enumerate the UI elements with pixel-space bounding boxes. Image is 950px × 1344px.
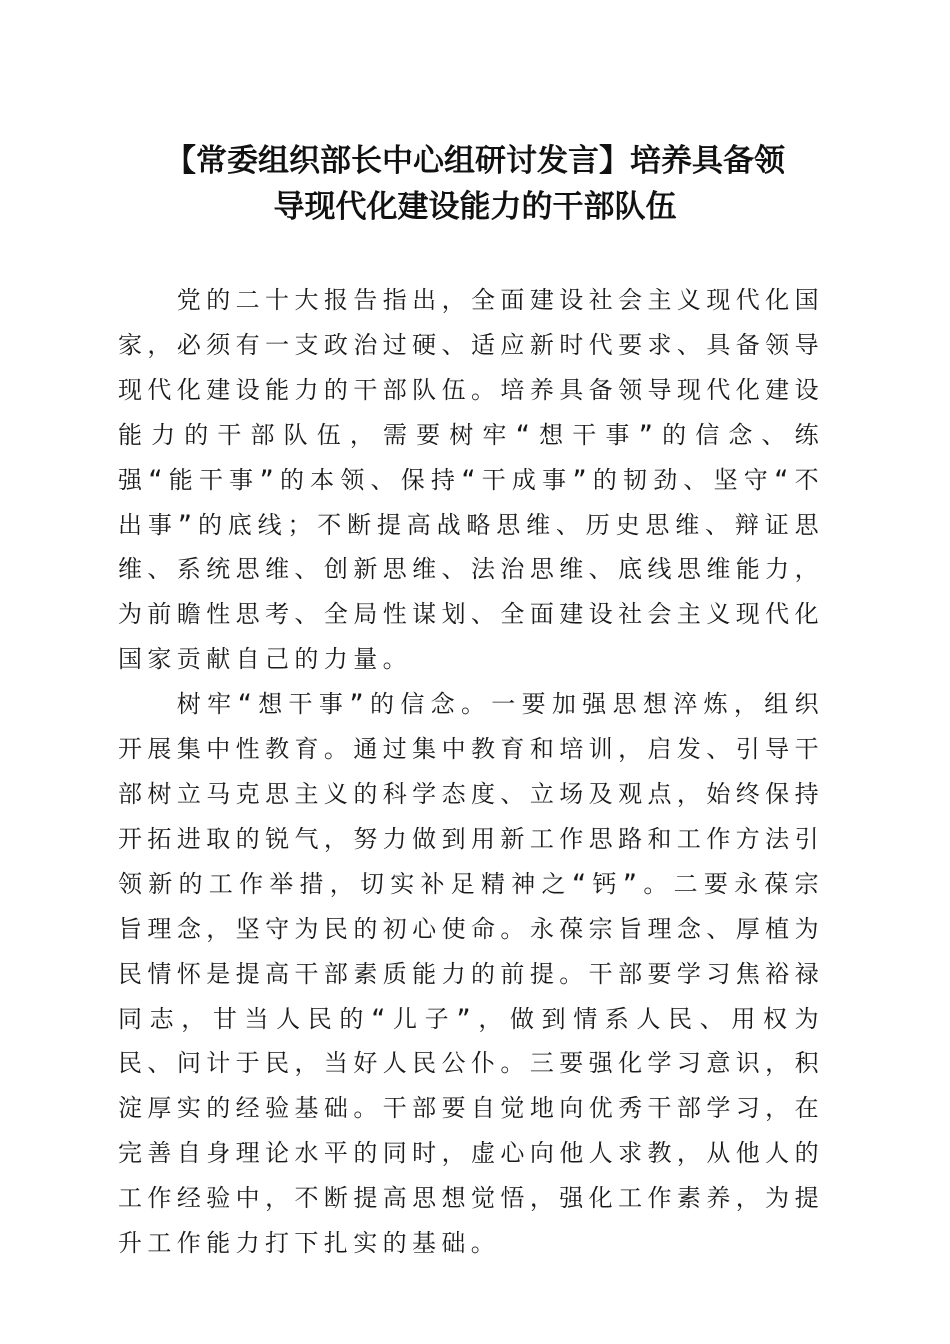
paragraph-section-1: 树牢“想干事”的信念。一要加强思想淬炼，组织开展集中性教育。通过集中教育和培训，启发、引导干部树立马克思主义的科学态度、立场及观点，始终保持开拓进取的锐气，努力做到用新工作思路和工作方法引领新的工作举措，切实补足精神之“钙”。二要永葆宗旨理念，坚守为民的初心使命。永葆宗旨理念、厚植为民情怀是提高干部素质能力的前提。干部要学习焦裕禄同志，甘当人民的“儿子”，做到情系人民、用权为民、问计于民，当好人民公仆。三要强化学习意识，积淀厚实的经验基础。干部要自觉地向优秀干部学习，在完善自身理论水平的同时，虚心向他人求教，从他人的工作经验中，不断提高思想觉悟，强化工作素养，为提升工作能力打下扎实的基础。	[118, 690, 824, 1258]
title-line-1: 【常委组织部长中心组研讨发言】培养具备领	[165, 143, 785, 179]
title-line-2: 导现代化建设能力的干部队伍	[273, 189, 677, 225]
document-title	[120, 138, 830, 230]
document-body	[118, 278, 824, 1266]
paragraph-intro: 党的二十大报告指出，全面建设社会主义现代化国家，必须有一支政治过硬、适应新时代要求、具备领导现代化建设能力的干部队伍。培养具备领导现代化建设能力的干部队伍，需要树牢“想干事”的信念、练强“能干事”的本领、保持“干成事”的韧劲、坚守“不出事”的底线；不断提高战略思维、历史思维、辩证思维、系统思维、创新思维、法治思维、底线思维能力，为前瞻性思考、全局性谋划、全面建设社会主义现代化国家贡献自己的力量。	[118, 286, 824, 674]
